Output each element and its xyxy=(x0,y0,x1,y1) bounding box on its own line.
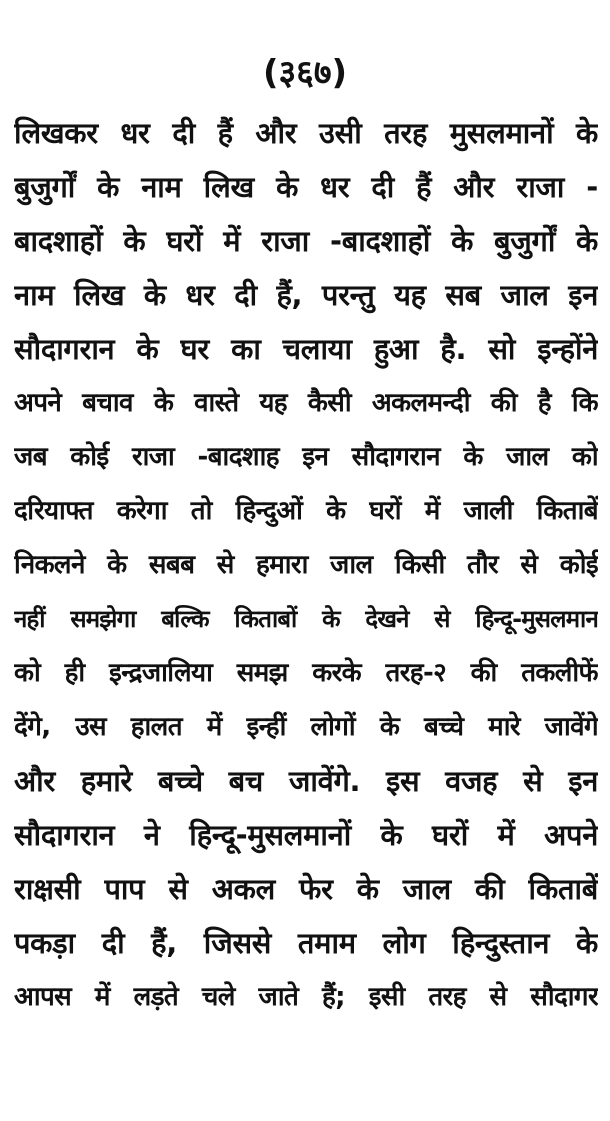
text-line: बुजुर्गों के नाम लिख के धर दी हैं और राजा - xyxy=(14,170,598,204)
text-line: निकलने के सबब से हमारा जाल किसी तौर से कोई xyxy=(14,550,598,580)
text-line: देंगे, उस हालत में इन्हीं लोगों के बच्चे मारे जावेंगे xyxy=(14,712,598,742)
text-line: आपस में लड़ते चले जाते हैं; इसी तरह से सौदागर xyxy=(14,982,598,1012)
text-line: राक्षसी पाप से अकल फेर के जाल की किताबें xyxy=(14,872,598,906)
text-line: नहीं समझेगा बल्कि किताबों के देखने से हिन्दू-मुसलमान xyxy=(14,605,598,633)
page-number: (३६७) xyxy=(262,53,348,93)
text-line: बादशाहों के घरों में राजा -बादशाहों के बुजुर्गों के xyxy=(14,224,598,258)
text-line: नाम लिख के धर दी हैं, परन्तु यह सब जाल इन xyxy=(14,278,598,312)
text-line: अपने बचाव के वास्ते यह कैसी अकलमन्दी की है कि xyxy=(14,388,598,418)
text-line: जब कोई राजा -बादशाह इन सौदागरान के जाल को xyxy=(14,442,598,472)
body-text xyxy=(14,106,598,1024)
text-line: लिखकर धर दी हैं और उसी तरह मुसलमानों के xyxy=(14,116,598,150)
text-line: पकड़ा दी हैं, जिससे तमाम लोग हिन्दुस्तान के xyxy=(14,926,598,960)
text-line: और हमारे बच्चे बच जावेंगे. इस वजह से इन xyxy=(14,764,598,798)
text-line: को ही इन्द्रजालिया समझ करके तरह-२ की तकलीफें xyxy=(14,658,598,688)
text-line: दरियाफ्त करेगा तो हिन्दुओं के घरों में जाली किताबें xyxy=(14,496,598,526)
text-line: सौदागरान ने हिन्दू-मुसलमानों के घरों में अपने xyxy=(14,818,598,852)
text-line: सौदागरान के घर का चलाया हुआ है. सो इन्होंने xyxy=(14,332,598,366)
